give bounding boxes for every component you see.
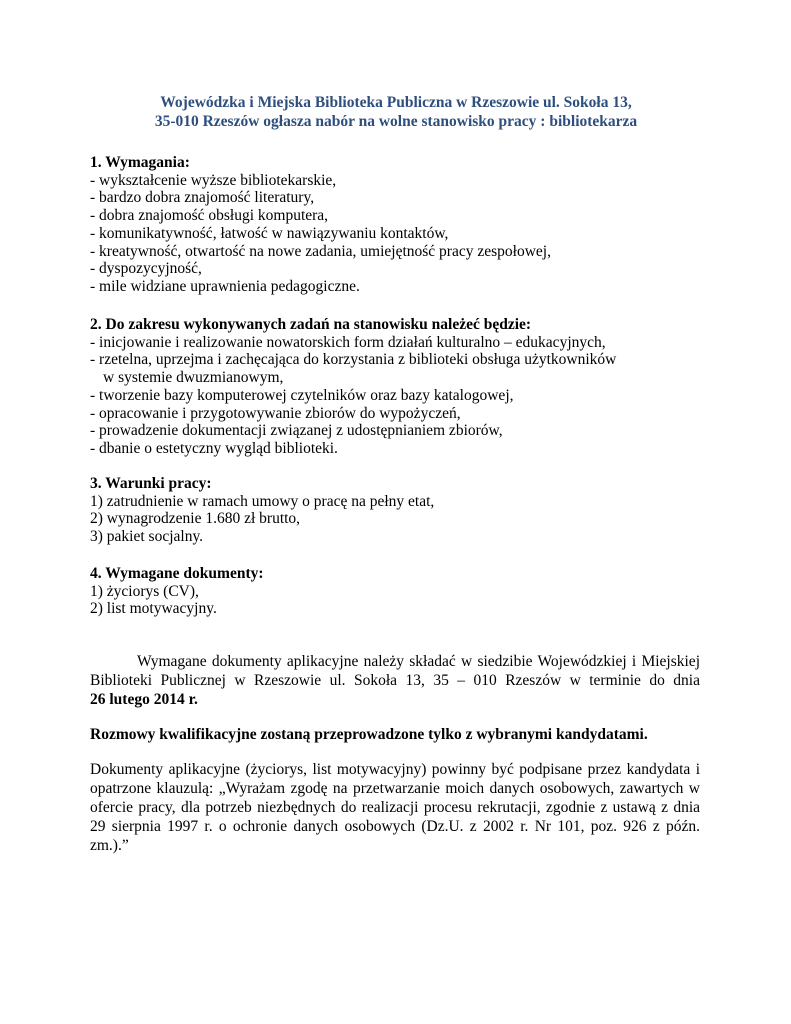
consent-line-2: opatrzone klauzulą: „Wyrażam zgodę na przetwarzanie moich danych osobowych, zawartych w: [90, 780, 700, 797]
title-line-1: Wojewódzka i Miejska Biblioteka Publiczna w Rzeszowie ul. Sokoła 13,: [160, 94, 632, 111]
section-heading: 3. Warunki pracy:: [90, 475, 212, 492]
section-heading: 1. Wymagania:: [90, 154, 190, 171]
section-heading: 2. Do zakresu wykonywanych zadań na stanowisku należeć będzie:: [90, 316, 532, 333]
consent-line-5: zm.).”: [90, 837, 129, 854]
list-item: - dbanie o estetyczny wygląd biblioteki.: [90, 439, 338, 457]
list-item: - bardzo dobra znajomość literatury,: [90, 189, 315, 207]
list-item: - opracowanie i przygotowywanie zbiorów do wypożyczeń,: [90, 404, 461, 422]
interviews-note: [90, 725, 700, 744]
section-heading: 4. Wymagane dokumenty:: [90, 565, 264, 582]
interviews-text: Rozmowy kwalifikacyjne zostaną przeprowadzone tylko z wybranymi kandydatami.: [90, 726, 648, 743]
section-requirements: [90, 154, 710, 296]
list-item: 2) wynagrodzenie 1.680 zł brutto,: [90, 510, 301, 528]
section-duties: [90, 316, 710, 458]
title-line-2: 35-010 Rzeszów ogłasza nabór na wolne stanowisko pracy : bibliotekarza: [154, 113, 638, 130]
consent-line-1: Dokumenty aplikacyjne (życiorys, list motywacyjny) powinny być podpisane przez kandydata i: [90, 761, 700, 778]
list-item: 3) pakiet socjalny.: [90, 528, 204, 546]
list-item: - dobra znajomość obsługi komputera,: [90, 207, 329, 225]
section-required-documents: [90, 565, 710, 618]
section-work-conditions: [90, 475, 710, 546]
consent-paragraph: [90, 760, 700, 855]
list-item: - wykształcenie wyższe bibliotekarskie,: [90, 171, 337, 189]
submission-line-1: Wymagane dokumenty aplikacyjne należy składać w siedzibie Wojewódzkiej i Miejskiej: [137, 653, 700, 670]
list-item: - tworzenie bazy komputerowej czytelników oraz bazy katalogowej,: [90, 386, 514, 404]
list-item: - dyspozycyjność,: [90, 260, 202, 278]
list-item-continuation: w systemie dwuzmianowym,: [103, 369, 284, 387]
list-item: 1) życiorys (CV),: [90, 582, 199, 600]
submission-line-2: Biblioteki Publicznej w Rzeszowie ul. Sokoła 13, 35 – 010 Rzeszów w terminie do dnia: [90, 672, 700, 689]
list-item: - prowadzenie dokumentacji związanej z udostępnianiem zbiorów,: [90, 422, 503, 440]
submission-deadline: 26 lutego 2014 r.: [90, 691, 198, 708]
consent-line-4: 29 sierpnia 1997 r. o ochronie danych osobowych (Dz.U. z 2002 r. Nr 101, poz. 926 z późn.: [90, 818, 700, 835]
submission-paragraph: [90, 652, 700, 709]
list-item: - inicjowanie i realizowanie nowatorskich form działań kulturalno – edukacyjnych,: [90, 333, 606, 351]
list-item: 2) list motywacyjny.: [90, 600, 217, 618]
list-item: - komunikatywność, łatwość w nawiązywaniu kontaktów,: [90, 224, 449, 242]
consent-line-3: ofercie pracy, dla potrzeb niezbędnych do realizacji procesu rekrutacji, zgodnie z ustawą z dnia: [90, 799, 700, 816]
list-item: - kreatywność, otwartość na nowe zadania, umiejętność pracy zespołowej,: [90, 242, 551, 260]
list-item: 1) zatrudnienie w ramach umowy o pracę na pełny etat,: [90, 492, 435, 510]
document-title: [90, 93, 702, 131]
list-item: - mile widziane uprawnienia pedagogiczne.: [90, 277, 360, 295]
list-item: - rzetelna, uprzejma i zachęcająca do korzystania z biblioteki obsługa użytkowników: [90, 351, 617, 369]
